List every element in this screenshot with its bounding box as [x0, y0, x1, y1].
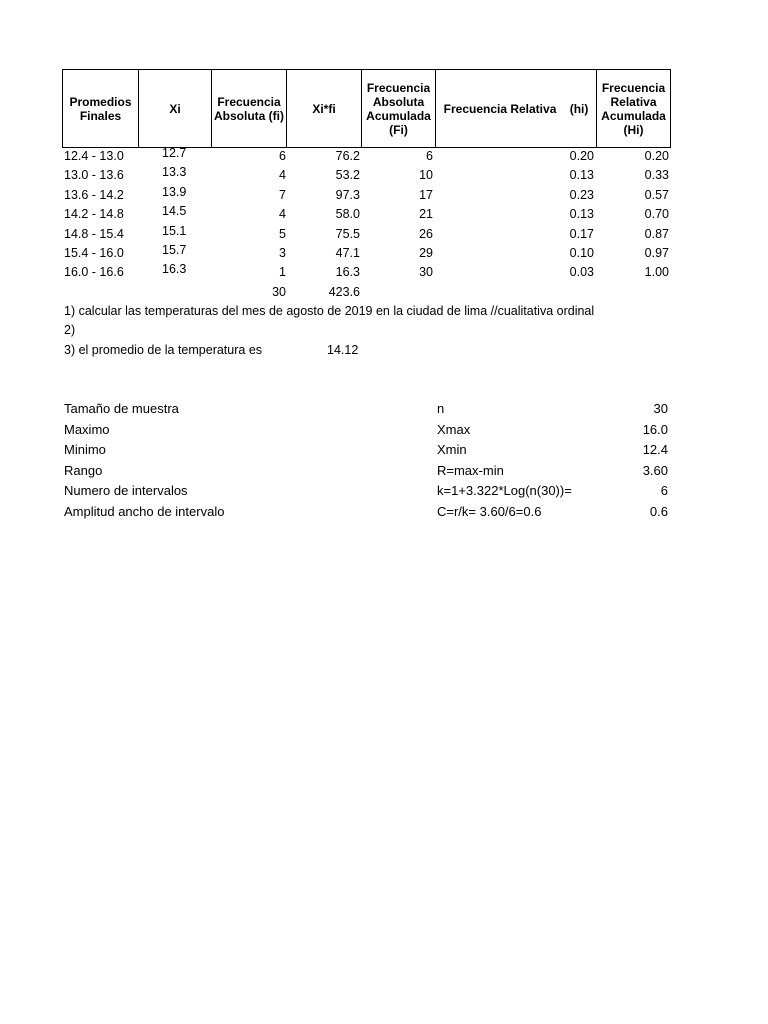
- header-xifi: [286, 69, 362, 148]
- cell-Hi: 0.70: [644, 207, 669, 222]
- cell-hi: 0.03: [569, 265, 594, 280]
- cell-hi: 0.17: [569, 226, 594, 241]
- summary-label: Rango: [64, 462, 103, 478]
- summary-symbol: Xmin: [437, 442, 467, 458]
- cell-Hi: 1.00: [644, 265, 669, 280]
- summary-symbol: Xmax: [437, 421, 471, 437]
- header-Fi: [361, 69, 436, 148]
- cell-Fi: 29: [419, 246, 433, 260]
- cell-xi: 13.3: [162, 165, 187, 180]
- header-promedios-label: Promedios Finales: [69, 94, 132, 123]
- cell-xifi: 76.2: [335, 149, 360, 163]
- summary-label: Numero de intervalos: [64, 483, 188, 499]
- header-fi: [211, 69, 287, 148]
- summary-value: 30: [653, 401, 668, 416]
- summary-value: 3.60: [642, 462, 668, 478]
- cell-xi: 14.5: [162, 204, 187, 219]
- cell-fi: 4: [279, 168, 286, 183]
- cell-xifi: 97.3: [335, 187, 360, 202]
- summary-value: 12.4: [642, 442, 668, 458]
- summary-symbol: k=1+3.322*Log(n(30))=: [437, 483, 572, 499]
- note-line-2: 2): [64, 323, 76, 337]
- header-xifi-label: Xi*fi: [312, 101, 336, 116]
- cell-Fi: 10: [419, 168, 433, 183]
- cell-hi: 0.10: [569, 246, 594, 260]
- cell-xifi: 47.1: [335, 246, 360, 260]
- summary-value: 16.0: [642, 421, 668, 437]
- cell-Fi: 26: [419, 226, 433, 241]
- summary-value: 0.6: [649, 504, 668, 519]
- total-fi: 30: [272, 285, 286, 299]
- cell-xifi: 75.5: [335, 226, 360, 241]
- cell-fi: 7: [279, 187, 286, 202]
- summary-label: Minimo: [64, 442, 106, 458]
- header-hi-label: Frecuencia Relativa (hi): [443, 101, 589, 116]
- cell-interval: 13.0 - 13.6: [64, 168, 124, 183]
- cell-hi: 0.23: [569, 187, 594, 202]
- cell-fi: 1: [279, 265, 286, 280]
- header-hi: [435, 69, 597, 148]
- cell-interval: 14.8 - 15.4: [64, 226, 124, 241]
- cell-xi: 15.1: [162, 223, 187, 238]
- cell-interval: 12.4 - 13.0: [64, 149, 124, 163]
- cell-interval: 14.2 - 14.8: [64, 207, 124, 222]
- cell-xi: 12.7: [162, 146, 187, 160]
- cell-fi: 5: [279, 226, 286, 241]
- cell-hi: 0.20: [569, 149, 594, 163]
- header-xi-label: Xi: [169, 101, 181, 116]
- summary-symbol: R=max-min: [437, 462, 504, 478]
- summary-label: Amplitud ancho de intervalo: [64, 504, 225, 519]
- header-xi: [138, 69, 212, 148]
- cell-interval: 16.0 - 16.6: [64, 265, 124, 280]
- cell-hi: 0.13: [569, 207, 594, 222]
- cell-xifi: 53.2: [335, 168, 360, 183]
- cell-Fi: 6: [426, 149, 433, 163]
- cell-xi: 13.9: [162, 184, 187, 199]
- cell-interval: 13.6 - 14.2: [64, 187, 124, 202]
- cell-Hi: 0.97: [644, 246, 669, 260]
- summary-symbol: n: [437, 401, 445, 416]
- cell-Fi: 17: [419, 187, 433, 202]
- note-line-3-label: 3) el promedio de la temperatura es: [64, 343, 263, 357]
- cell-Hi: 0.87: [644, 226, 669, 241]
- header-promedios-finales: [62, 69, 139, 148]
- note-line-3-value: 14.12: [327, 343, 359, 357]
- cell-hi: 0.13: [569, 168, 594, 183]
- cell-Fi: 30: [419, 265, 433, 280]
- note-line-1: 1) calcular las temperaturas del mes de agosto de 2019 en la ciudad de lima //cualitativa ordinal: [64, 304, 595, 318]
- header-Hi-label: Frecuencia Relativa Acumulada (Hi): [601, 80, 666, 137]
- summary-value: 6: [660, 483, 668, 499]
- summary-symbol: C=r/k= 3.60/6=0.6: [437, 504, 542, 519]
- cell-xi: 15.7: [162, 243, 187, 257]
- total-xifi: 423.6: [328, 285, 360, 299]
- cell-fi: 6: [279, 149, 286, 163]
- cell-interval: 15.4 - 16.0: [64, 246, 124, 260]
- cell-Hi: 0.33: [644, 168, 669, 183]
- cell-xifi: 16.3: [335, 265, 360, 280]
- cell-Hi: 0.20: [644, 149, 669, 163]
- cell-Fi: 21: [419, 207, 433, 222]
- header-Fi-label: Frecuencia Absoluta Acumulada (Fi): [366, 80, 431, 137]
- summary-label: Maximo: [64, 421, 110, 437]
- cell-xi: 16.3: [162, 262, 187, 277]
- header-Hi: [596, 69, 671, 148]
- cell-xifi: 58.0: [335, 207, 360, 222]
- summary-label: Tamaño de muestra: [64, 401, 179, 416]
- cell-fi: 4: [279, 207, 286, 222]
- cell-fi: 3: [279, 246, 286, 260]
- cell-Hi: 0.57: [644, 187, 669, 202]
- header-fi-label: Frecuencia Absoluta (fi): [214, 94, 284, 123]
